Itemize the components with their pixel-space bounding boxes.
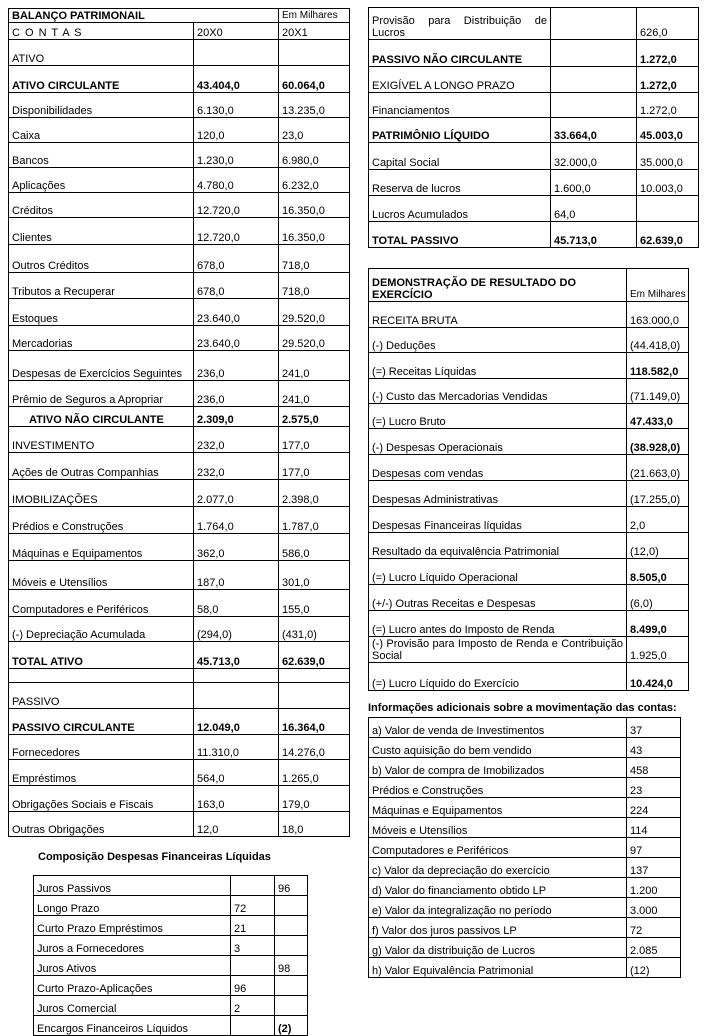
dre-row-provisao-para-imposto-de-renda-e-contribuicao-social xyxy=(369,637,689,663)
account-label: Créditos xyxy=(9,193,194,218)
info-value: 2.085 xyxy=(627,938,681,958)
account-label: Lucros Acumulados xyxy=(369,196,551,222)
balanco-row-bancos xyxy=(9,143,350,168)
value-20x1: 586,0 xyxy=(279,534,350,561)
value-20x0: 11.310,0 xyxy=(194,735,279,760)
fin-total: (2) xyxy=(275,1016,308,1036)
account-label: PATRIMÔNIO LÍQUIDO xyxy=(369,118,551,143)
balanco-row-moveis-e-utensilios xyxy=(9,561,350,590)
dre-value: 47.433,0 xyxy=(627,404,689,429)
value-20x0: 2.309,0 xyxy=(194,407,279,427)
value-20x0: 187,0 xyxy=(194,561,279,590)
passivo-row-financiamentos xyxy=(369,93,699,118)
fin-total xyxy=(275,916,308,936)
account-label: ATIVO NÃO CIRCULANTE xyxy=(9,407,194,427)
value-20x0: 236,0 xyxy=(194,381,279,407)
dre-value: (71.149,0) xyxy=(627,379,689,404)
fin-subvalue: 21 xyxy=(231,916,275,936)
value-20x0: 12.049,0 xyxy=(194,709,279,735)
account-label: Estoques xyxy=(9,299,194,326)
value-20x1: 626,0 xyxy=(637,8,699,40)
account-label: ATIVO CIRCULANTE xyxy=(9,66,194,93)
balanco-row-despesas-de-exercicios-seguintes xyxy=(9,351,350,381)
value-20x0 xyxy=(194,40,279,66)
value-20x0 xyxy=(551,67,637,93)
info-value: 114 xyxy=(627,818,681,838)
value-20x1: 62.639,0 xyxy=(279,642,350,669)
fin-label: Encargos Financeiros Líquidos xyxy=(34,1016,231,1036)
balanco-row-premio-de-seguros-a-apropriar xyxy=(9,381,350,407)
info-value: 72 xyxy=(627,918,681,938)
info-label: Móveis e Utensílios xyxy=(369,818,627,838)
value-20x0: 58,0 xyxy=(194,590,279,617)
balanco-row-ativo-circulante xyxy=(9,66,350,93)
passivo-row-patrimonio-liquido xyxy=(369,118,699,143)
value-20x1: 177,0 xyxy=(279,453,350,480)
value-20x0: 163,0 xyxy=(194,786,279,812)
dre-value: (38.928,0) xyxy=(627,429,689,455)
dre-row-despesas-operacionais xyxy=(369,429,689,455)
info-row-g-valor-da-distribuicao-de-lucros xyxy=(369,938,681,958)
header-contas: C O N T A S xyxy=(9,23,194,40)
value-20x0: 232,0 xyxy=(194,427,279,453)
value-20x1: 16.350,0 xyxy=(279,193,350,218)
info-row-moveis-e-utensilios xyxy=(369,818,681,838)
dre-label: (=) Lucro Líquido do Exercício xyxy=(369,663,627,691)
info-row-e-valor-da-integralizacao-no-periodo xyxy=(369,898,681,918)
balanco-row-outras-obrigacoes xyxy=(9,812,350,837)
value-20x1: 10.003,0 xyxy=(637,170,699,196)
value-20x0: 678,0 xyxy=(194,245,279,273)
info-row-custo-aquisicao-do-bem-vendido xyxy=(369,738,681,758)
value-20x1: (431,0) xyxy=(279,617,350,642)
fin-row-juros-passivos xyxy=(34,876,308,896)
fin-subvalue: 96 xyxy=(231,976,275,996)
account-label: PASSIVO NÃO CIRCULANTE xyxy=(369,40,551,67)
account-label: Computadores e Periféricos xyxy=(9,590,194,617)
value-20x1: 29.520,0 xyxy=(279,299,350,326)
value-20x1: 2.398,0 xyxy=(279,480,350,507)
value-20x1: 1.272,0 xyxy=(637,67,699,93)
info-row-f-valor-dos-juros-passivos-lp xyxy=(369,918,681,938)
value-20x0: 120,0 xyxy=(194,118,279,143)
dre-row-custo-das-mercadorias-vendidas xyxy=(369,379,689,404)
info-value: 97 xyxy=(627,838,681,858)
header-20x1: 20X1 xyxy=(279,23,350,40)
value-20x1: 155,0 xyxy=(279,590,350,617)
dre-row-lucro-bruto xyxy=(369,404,689,429)
balanco-row-obrigacoes-sociais-e-fiscais xyxy=(9,786,350,812)
fin-table xyxy=(33,875,308,1036)
dre-label: RECEITA BRUTA xyxy=(369,302,627,328)
account-label: PASSIVO xyxy=(9,683,194,709)
dre-value: (6,0) xyxy=(627,585,689,611)
fin-label: Longo Prazo xyxy=(34,896,231,916)
info-row-predios-e-construcoes xyxy=(369,778,681,798)
fin-body xyxy=(34,876,308,1036)
dre-value: 8.499,0 xyxy=(627,611,689,637)
account-label: Financiamentos xyxy=(369,93,551,118)
account-label: Provisão para Distribuição de Lucros xyxy=(369,8,551,40)
account-label: INVESTIMENTO xyxy=(9,427,194,453)
value-20x0: 232,0 xyxy=(194,453,279,480)
fin-label: Juros Passivos xyxy=(34,876,231,896)
fin-title: Composição Despesas Financeiras Líquidas xyxy=(38,851,271,863)
value-20x1: 718,0 xyxy=(279,245,350,273)
info-label: f) Valor dos juros passivos LP xyxy=(369,918,627,938)
value-20x0 xyxy=(551,8,637,40)
account-label: ATIVO xyxy=(9,40,194,66)
account-label: PASSIVO CIRCULANTE xyxy=(9,709,194,735)
dre-value: (17.255,0) xyxy=(627,481,689,507)
value-20x0: 236,0 xyxy=(194,351,279,381)
info-value: 224 xyxy=(627,798,681,818)
info-value: 3.000 xyxy=(627,898,681,918)
info-row-b-valor-de-compra-de-imobilizados xyxy=(369,758,681,778)
account-label: TOTAL ATIVO xyxy=(9,642,194,669)
info-label: Máquinas e Equipamentos xyxy=(369,798,627,818)
info-label: Prédios e Construções xyxy=(369,778,627,798)
fin-row-juros-ativos xyxy=(34,956,308,976)
balanco-row-depreciacao-acumulada xyxy=(9,617,350,642)
info-table xyxy=(368,717,681,978)
dre-label: (-) Deduções xyxy=(369,328,627,353)
fin-row-curto-prazo-emprestimos xyxy=(34,916,308,936)
balanco-body xyxy=(9,9,350,837)
dre-row-lucro-liquido-do-exercicio xyxy=(369,663,689,691)
value-20x1: 23,0 xyxy=(279,118,350,143)
balanco-row-estoques xyxy=(9,299,350,326)
fin-label: Juros Comercial xyxy=(34,996,231,1016)
dre-value: (12,0) xyxy=(627,533,689,559)
dre-row-outras-receitas-e-despesas xyxy=(369,585,689,611)
passivo-row-reserva-de-lucros xyxy=(369,170,699,196)
balanco-row-disponibilidades xyxy=(9,93,350,118)
fin-total xyxy=(275,976,308,996)
passivo-row-lucros-acumulados xyxy=(369,196,699,222)
balanco-row-maquinas-e-equipamentos xyxy=(9,534,350,561)
fin-subvalue: 2 xyxy=(231,996,275,1016)
value-20x0: 45.713,0 xyxy=(551,222,637,248)
dre-label: (=) Lucro Líquido Operacional xyxy=(369,559,627,585)
value-20x1: 16.350,0 xyxy=(279,218,350,245)
dre-row-deducoes xyxy=(369,328,689,353)
balanco-passivo-table xyxy=(368,7,699,248)
fin-total xyxy=(275,936,308,956)
account-label: Reserva de lucros xyxy=(369,170,551,196)
dre-value: 163.000,0 xyxy=(627,302,689,328)
dre-value: 1.925,0 xyxy=(627,637,689,663)
value-20x0: 6.130,0 xyxy=(194,93,279,118)
dre-label: (=) Lucro antes do Imposto de Renda xyxy=(369,611,627,637)
dre-label: Despesas com vendas xyxy=(369,455,627,481)
balanco-row-fornecedores xyxy=(9,735,350,760)
info-label: g) Valor da distribuição de Lucros xyxy=(369,938,627,958)
dre-label: (=) Receitas Líquidas xyxy=(369,353,627,379)
value-20x1: 301,0 xyxy=(279,561,350,590)
balanco-unit: Em Milhares xyxy=(279,9,350,23)
value-20x1 xyxy=(637,196,699,222)
fin-row-juros-a-fornecedores xyxy=(34,936,308,956)
dre-table xyxy=(368,268,689,691)
account-label: Tributos a Recuperar xyxy=(9,273,194,299)
value-20x1 xyxy=(279,40,350,66)
balanco-row-predios-e-construcoes xyxy=(9,507,350,534)
info-row-maquinas-e-equipamentos xyxy=(369,798,681,818)
account-label: Máquinas e Equipamentos xyxy=(9,534,194,561)
value-20x1: 179,0 xyxy=(279,786,350,812)
dre-row-despesas-com-vendas xyxy=(369,455,689,481)
account-label: IMOBILIZAÇÕES xyxy=(9,480,194,507)
balanco-row-mercadorias xyxy=(9,326,350,351)
info-label: b) Valor de compra de Imobilizados xyxy=(369,758,627,778)
balanco-title: BALANÇO PATRIMONAIL xyxy=(9,9,279,23)
balanco-row-passivo xyxy=(9,683,350,709)
dre-title: DEMONSTRAÇÃO DE RESULTADO DO EXERCÍCIO xyxy=(369,269,627,302)
balanco-row-acoes-de-outras-companhias xyxy=(9,453,350,480)
account-label: Capital Social xyxy=(369,143,551,170)
account-label: Móveis e Utensílios xyxy=(9,561,194,590)
dre-row-resultado-da-equivalencia-patrimonial xyxy=(369,533,689,559)
value-20x1: 62.639,0 xyxy=(637,222,699,248)
account-label: (-) Depreciação Acumulada xyxy=(9,617,194,642)
value-20x1: 2.575,0 xyxy=(279,407,350,427)
info-value: 43 xyxy=(627,738,681,758)
dre-unit: Em Milhares xyxy=(627,269,689,302)
balanco-row-investimento xyxy=(9,427,350,453)
info-value: 23 xyxy=(627,778,681,798)
account-label: Clientes xyxy=(9,218,194,245)
dre-row-receita-bruta xyxy=(369,302,689,328)
value-20x0: 12,0 xyxy=(194,812,279,837)
info-value: 137 xyxy=(627,858,681,878)
value-20x1: 14.276,0 xyxy=(279,735,350,760)
info-label: Computadores e Periféricos xyxy=(369,838,627,858)
account-label: Caixa xyxy=(9,118,194,143)
account-label: Empréstimos xyxy=(9,760,194,786)
info-row-computadores-e-perifericos xyxy=(369,838,681,858)
value-20x1: 18,0 xyxy=(279,812,350,837)
dre-row-despesas-administrativas xyxy=(369,481,689,507)
value-20x0: 4.780,0 xyxy=(194,168,279,193)
header-20x0: 20X0 xyxy=(194,23,279,40)
info-body xyxy=(369,718,681,978)
account-label: Disponibilidades xyxy=(9,93,194,118)
fin-subvalue xyxy=(231,876,275,896)
dre-label: (-) Despesas Operacionais xyxy=(369,429,627,455)
account-label: Aplicações xyxy=(9,168,194,193)
dre-label: Despesas Administrativas xyxy=(369,481,627,507)
dre-row-lucro-liquido-operacional xyxy=(369,559,689,585)
value-20x1: 1.787,0 xyxy=(279,507,350,534)
dre-label: (+/-) Outras Receitas e Despesas xyxy=(369,585,627,611)
info-value: (12) xyxy=(627,958,681,978)
value-20x0: 43.404,0 xyxy=(194,66,279,93)
value-20x1: 45.003,0 xyxy=(637,118,699,143)
account-label: Fornecedores xyxy=(9,735,194,760)
value-20x1: 13.235,0 xyxy=(279,93,350,118)
value-20x0: 1.600,0 xyxy=(551,170,637,196)
account-label: TOTAL PASSIVO xyxy=(369,222,551,248)
balanco-row-ativo-nao-circulante xyxy=(9,407,350,427)
dre-value: 118.582,0 xyxy=(627,353,689,379)
value-20x0: 564,0 xyxy=(194,760,279,786)
balanco-row-total-ativo xyxy=(9,642,350,669)
dre-row-receitas-liquidas xyxy=(369,353,689,379)
dre-label: Despesas Financeiras líquidas xyxy=(369,507,627,533)
value-20x0: 1.764,0 xyxy=(194,507,279,534)
value-20x0: 33.664,0 xyxy=(551,118,637,143)
dre-label: (-) Custo das Mercadorias Vendidas xyxy=(369,379,627,404)
info-value: 458 xyxy=(627,758,681,778)
dre-row-lucro-antes-do-imposto-de-renda xyxy=(369,611,689,637)
info-row-a-valor-de-venda-de-investimentos xyxy=(369,718,681,738)
value-20x0: 45.713,0 xyxy=(194,642,279,669)
passivo-row-provisao-para-distribuicao-de-lucros xyxy=(369,8,699,40)
dre-value: 10.424,0 xyxy=(627,663,689,691)
value-20x0 xyxy=(194,669,279,683)
info-label: d) Valor do financiamento obtido LP xyxy=(369,878,627,898)
dre-value: 2,0 xyxy=(627,507,689,533)
balanco-row-creditos xyxy=(9,193,350,218)
value-20x1: 16.364,0 xyxy=(279,709,350,735)
account-label: EXIGÍVEL A LONGO PRAZO xyxy=(369,67,551,93)
value-20x0: (294,0) xyxy=(194,617,279,642)
info-value: 37 xyxy=(627,718,681,738)
passivo-row-capital-social xyxy=(369,143,699,170)
balanco-row-ativo xyxy=(9,40,350,66)
balanco-row-passivo-circulante xyxy=(9,709,350,735)
account-label: Obrigações Sociais e Fiscais xyxy=(9,786,194,812)
value-20x1 xyxy=(279,669,350,683)
fin-subvalue: 72 xyxy=(231,896,275,916)
info-row-h-valor-equivalencia-patrimonial xyxy=(369,958,681,978)
info-label: a) Valor de venda de Investimentos xyxy=(369,718,627,738)
fin-label: Curto Prazo-Aplicações xyxy=(34,976,231,996)
dre-label: Resultado da equivalência Patrimonial xyxy=(369,533,627,559)
account-label: Bancos xyxy=(9,143,194,168)
info-value: 1.200 xyxy=(627,878,681,898)
fin-row-longo-prazo xyxy=(34,896,308,916)
fin-label: Juros Ativos xyxy=(34,956,231,976)
value-20x1: 35.000,0 xyxy=(637,143,699,170)
fin-label: Curto Prazo Empréstimos xyxy=(34,916,231,936)
info-row-d-valor-do-financiamento-obtido-lp xyxy=(369,878,681,898)
passivo-row-passivo-nao-circulante xyxy=(369,40,699,67)
value-20x1: 1.272,0 xyxy=(637,40,699,67)
value-20x0 xyxy=(551,40,637,67)
value-20x0: 23.640,0 xyxy=(194,326,279,351)
dre-value: (44.418,0) xyxy=(627,328,689,353)
balanco-row-computadores-e-perifericos xyxy=(9,590,350,617)
value-20x1: 177,0 xyxy=(279,427,350,453)
account-label: Prédios e Construções xyxy=(9,507,194,534)
value-20x0: 12.720,0 xyxy=(194,218,279,245)
balanco-row-outros-creditos xyxy=(9,245,350,273)
account-label: Outros Créditos xyxy=(9,245,194,273)
fin-label: Juros a Fornecedores xyxy=(34,936,231,956)
value-20x0 xyxy=(551,93,637,118)
value-20x1: 1.265,0 xyxy=(279,760,350,786)
info-title: Informações adicionais sobre a movimentação das contas: xyxy=(368,702,677,714)
value-20x1: 241,0 xyxy=(279,381,350,407)
dre-row-despesas-financeiras-liquidas xyxy=(369,507,689,533)
value-20x0: 64,0 xyxy=(551,196,637,222)
value-20x0: 678,0 xyxy=(194,273,279,299)
dre-label: (-) Provisão para Imposto de Renda e Contribuição Social xyxy=(369,637,627,663)
value-20x1: 6.980,0 xyxy=(279,143,350,168)
value-20x1: 29.520,0 xyxy=(279,326,350,351)
balanco2-body xyxy=(369,8,699,248)
info-label: c) Valor da depreciação do exercício xyxy=(369,858,627,878)
value-20x0: 12.720,0 xyxy=(194,193,279,218)
fin-subvalue: 3 xyxy=(231,936,275,956)
balanco-row-imobilizacoes xyxy=(9,480,350,507)
value-20x1: 6.232,0 xyxy=(279,168,350,193)
balanco-row-blank xyxy=(9,669,350,683)
account-label xyxy=(9,669,194,683)
balanco-row-caixa xyxy=(9,118,350,143)
value-20x1: 1.272,0 xyxy=(637,93,699,118)
value-20x1 xyxy=(279,683,350,709)
fin-total xyxy=(275,996,308,1016)
fin-total: 98 xyxy=(275,956,308,976)
account-label: Despesas de Exercícios Seguintes xyxy=(9,351,194,381)
value-20x0 xyxy=(194,683,279,709)
info-label: Custo aquisição do bem vendido xyxy=(369,738,627,758)
fin-row-juros-comercial xyxy=(34,996,308,1016)
value-20x1: 60.064,0 xyxy=(279,66,350,93)
passivo-row-total-passivo xyxy=(369,222,699,248)
fin-row-curto-prazo-aplicacoes xyxy=(34,976,308,996)
info-label: e) Valor da integralização no período xyxy=(369,898,627,918)
fin-total: 96 xyxy=(275,876,308,896)
passivo-row-exigivel-a-longo-prazo xyxy=(369,67,699,93)
dre-body xyxy=(369,269,689,691)
info-row-c-valor-da-depreciacao-do-exercicio xyxy=(369,858,681,878)
info-label: h) Valor Equivalência Patrimonial xyxy=(369,958,627,978)
dre-label: (=) Lucro Bruto xyxy=(369,404,627,429)
value-20x0: 2.077,0 xyxy=(194,480,279,507)
value-20x0: 1.230,0 xyxy=(194,143,279,168)
balanco-row-emprestimos xyxy=(9,760,350,786)
dre-value: (21.663,0) xyxy=(627,455,689,481)
balanco-row-clientes xyxy=(9,218,350,245)
dre-value: 8.505,0 xyxy=(627,559,689,585)
account-label: Mercadorias xyxy=(9,326,194,351)
balanco-row-tributos-a-recuperar xyxy=(9,273,350,299)
balanco-header-row xyxy=(9,23,350,40)
account-label: Outras Obrigações xyxy=(9,812,194,837)
fin-subvalue xyxy=(231,956,275,976)
value-20x0: 362,0 xyxy=(194,534,279,561)
account-label: Prêmio de Seguros a Apropriar xyxy=(9,381,194,407)
balanco-table xyxy=(8,8,350,837)
value-20x1: 718,0 xyxy=(279,273,350,299)
value-20x1: 241,0 xyxy=(279,351,350,381)
value-20x0: 23.640,0 xyxy=(194,299,279,326)
balanco-row-aplicacoes xyxy=(9,168,350,193)
value-20x0: 32.000,0 xyxy=(551,143,637,170)
account-label: Ações de Outras Companhias xyxy=(9,453,194,480)
fin-total xyxy=(275,896,308,916)
